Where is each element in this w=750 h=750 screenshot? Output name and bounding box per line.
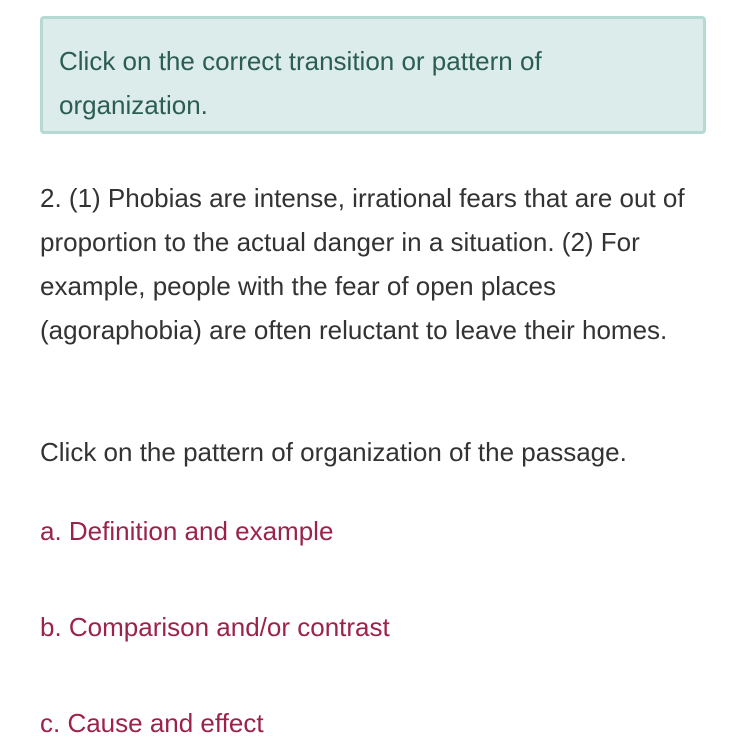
instruction-box — [40, 16, 706, 134]
question-prompt: Click on the pattern of organization of the passage. — [40, 437, 627, 467]
answer-option-a[interactable]: a. Definition and example — [40, 516, 334, 546]
question-passage: 2. (1) Phobias are intense, irrational fears that are out of proportion to the actual danger in a situation. (2) For example, people with the fear of open places (agoraphobia) are often reluctant to leave their homes. — [40, 183, 685, 345]
answer-option-c[interactable]: c. Cause and effect — [40, 708, 264, 738]
instruction-text: Click on the correct transition or pattern of organization. — [59, 46, 542, 120]
answer-option-b[interactable]: b. Comparison and/or contrast — [40, 612, 390, 642]
